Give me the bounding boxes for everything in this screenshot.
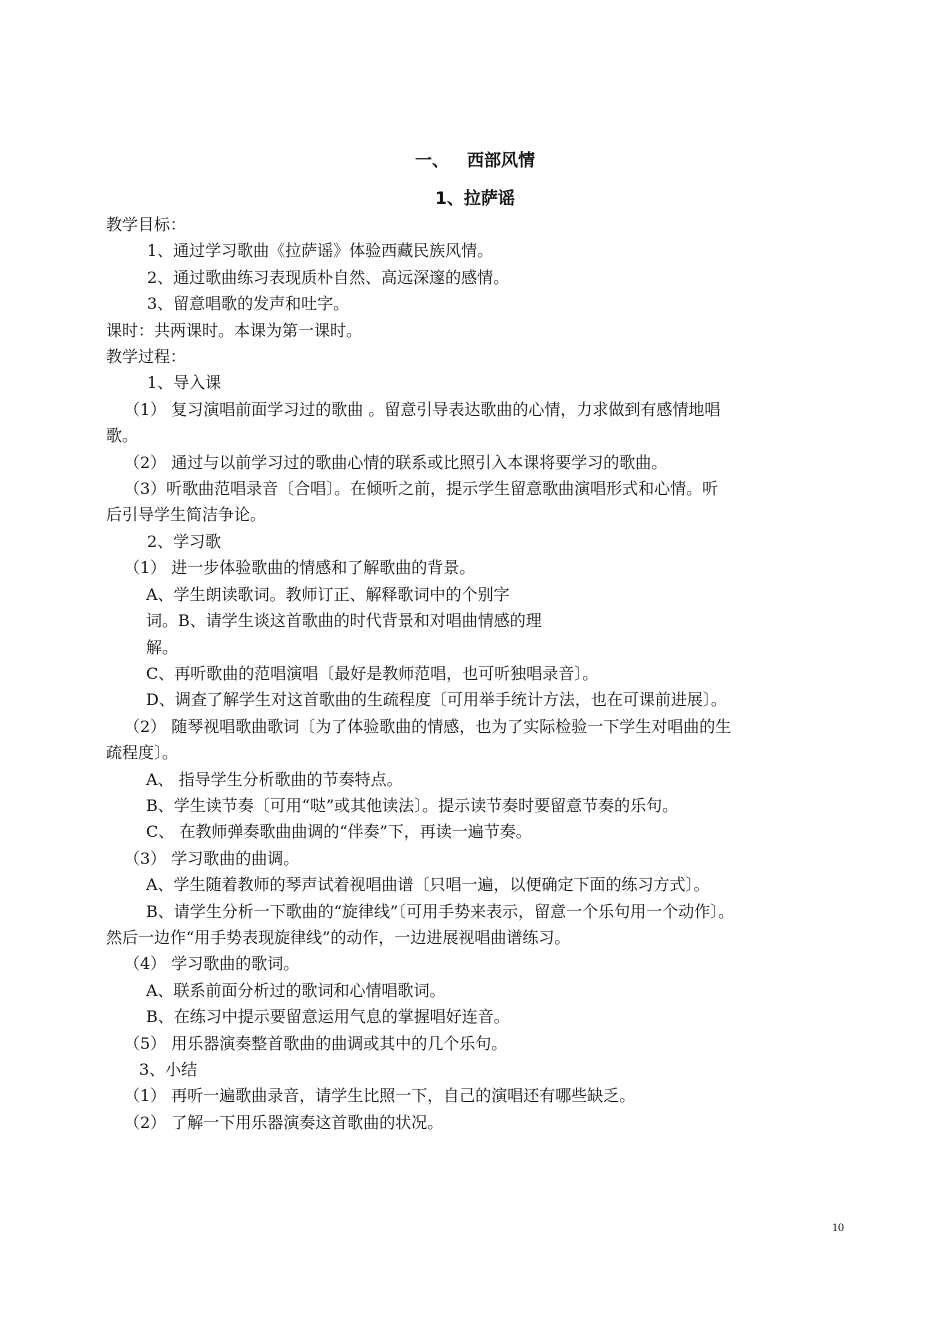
text-line: 歌。: [106, 426, 139, 446]
text-line: 3、小结: [139, 1060, 198, 1079]
text-line: 课时：共两课时。本课为第一课时。: [106, 320, 363, 340]
text-line: A、 指导学生分析歌曲的节奏特点。: [146, 769, 403, 789]
text-line: 2、学习歌: [147, 531, 222, 551]
text-line: 疏程度〕。: [106, 743, 179, 763]
text-line: （3）听歌曲范唱录音〔合唱〕。在倾听之前，提示学生留意歌曲演唱形式和心情。听: [124, 479, 719, 499]
text-line: 词。B、请学生谈这首歌曲的时代背景和对唱曲情感的理: [146, 611, 542, 631]
text-line: （4） 学习歌曲的歌词。: [124, 954, 300, 974]
section-title: 西部风情: [467, 151, 535, 171]
lesson-body: [106, 212, 846, 1136]
text-line: 后引导学生简洁争论。: [106, 505, 267, 525]
section-number: 一、: [415, 151, 449, 171]
text-line: （3） 学习歌曲的曲调。: [124, 848, 300, 868]
text-line: 1、通过学习歌曲《拉萨谣》体验西藏民族风情。: [147, 241, 494, 261]
text-line: （2） 通过与以前学习过的歌曲心情的联系或比照引入本课将要学习的歌曲。: [124, 452, 668, 472]
section-heading: [0, 146, 950, 171]
page-number: 10: [832, 1220, 844, 1234]
text-line: A、学生朗读歌词。教师订正、解释歌词中的个别字: [146, 584, 510, 604]
text-line: （2） 随琴视唱歌曲歌词〔为了体验歌曲的情感，也为了实际检验一下学生对唱曲的生: [124, 716, 732, 736]
text-line: （5） 用乐器演奏整首歌曲的曲调或其中的几个乐句。: [124, 1033, 508, 1053]
text-line: B、请学生分析一下歌曲的“旋律线”〔可用手势来表示，留意一个乐句用一个动作〕。: [146, 901, 735, 921]
text-line: 然后一边作“用手势表现旋律线”的动作，一边进展视唱曲谱练习。: [106, 927, 571, 947]
text-line: B、学生读节奏〔可用“哒”或其他读法〕。提示读节奏时要留意节奏的乐句。: [146, 795, 679, 815]
text-line: C、再听歌曲的范唱演唱〔最好是教师范唱，也可听独唱录音〕。: [146, 663, 599, 683]
text-line: 教学过程：: [106, 347, 187, 367]
text-line: 2、通过歌曲练习表现质朴自然、高远深邃的感情。: [147, 267, 510, 287]
text-line: 1、导入课: [147, 373, 222, 393]
text-line: A、学生随着教师的琴声试着视唱曲谱〔只唱一遍，以便确定下面的练习方式〕。: [146, 875, 710, 895]
text-line: （1） 再听一遍歌曲录音，请学生比照一下，自己的演唱还有哪些缺乏。: [124, 1086, 636, 1106]
text-line: A、联系前面分析过的歌词和心情唱歌词。: [146, 980, 446, 1000]
text-line: （1） 复习演唱前面学习过的歌曲 。留意引导表达歌曲的心情，力求做到有感情地唱: [124, 399, 721, 419]
text-line: （2） 了解一下用乐器演奏这首歌曲的状况。: [124, 1112, 444, 1132]
text-line: 3、留意唱歌的发声和吐字。: [147, 294, 350, 314]
lesson-title: 1、拉萨谣: [435, 189, 515, 209]
text-line: D、调查了解学生对这首歌曲的生疏程度〔可用举手统计方法，也在可课前进展〕。: [146, 690, 727, 710]
text-line: （1） 进一步体验歌曲的情感和了解歌曲的背景。: [124, 558, 476, 578]
text-line: C、 在教师弹奏歌曲曲调的“伴奏”下，再读一遍节奏。: [146, 822, 532, 842]
text-line: 解。: [146, 637, 179, 657]
text-line: B、在练习中提示要留意运用气息的掌握唱好连音。: [146, 1007, 510, 1027]
text-line: 教学目标：: [106, 215, 187, 234]
